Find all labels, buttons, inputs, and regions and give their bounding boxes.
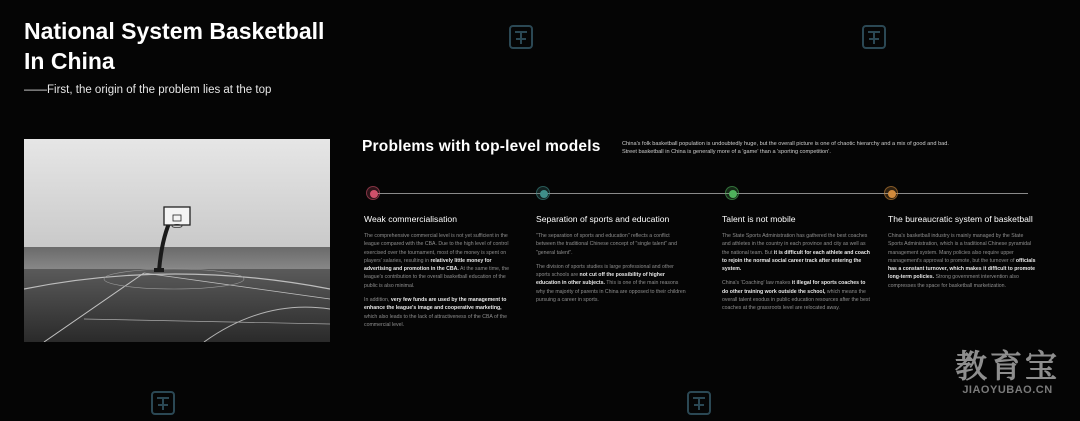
column-paragraph xyxy=(364,232,514,290)
timeline-dot-1 xyxy=(366,186,380,200)
column-paragraph xyxy=(722,232,872,273)
column-body xyxy=(888,232,1038,290)
page-subtitle: ——First, the origin of the problem lies at the top xyxy=(24,84,272,96)
column-bureaucratic-system xyxy=(888,214,1038,296)
column-weak-commercialisation xyxy=(364,214,514,335)
watermark-logo-icon xyxy=(150,388,176,418)
timeline-line xyxy=(372,193,1028,194)
brand-watermark xyxy=(955,348,1060,396)
body-text: At the same time, the league's contribution to the overall basketball education of the public is also minimal. xyxy=(364,266,509,289)
body-text: The comprehensive commercial level is not yet sufficient in the league compared with the CBA. Due to the high level of control exercised over the tournament, most of the money is spent on players' salaries, resulting in xyxy=(364,233,509,264)
section-intro: China's folk basketball population is undoubtedly huge, but the overall picture is one of chaotic hierarchy and a mix of good and bad. Street basketball in China is generally more of a 'game' than a 'sporting competition'. xyxy=(622,141,949,155)
column-body xyxy=(722,232,872,313)
column-title: The bureaucratic system of basketball xyxy=(888,214,1033,224)
brand-name-en: JIAOYUBAO.CN xyxy=(962,384,1053,396)
page-title xyxy=(24,16,324,76)
highlight-text: it illegal for sports coaches to do other training work outside the school, xyxy=(722,280,866,295)
basketball-court-photo xyxy=(24,139,330,342)
column-title: Talent is not mobile xyxy=(722,214,796,224)
section-heading: Problems with top-level models xyxy=(362,138,601,155)
body-text: The State Sports Administration has gathered the best coaches and athletes in the country in each province and city as well as the national team. But xyxy=(722,233,868,256)
column-paragraph xyxy=(722,279,872,312)
body-text: China's basketball industry is mainly managed by the State Sports Administration, which is a traditional Chinese pyramidal management system. Many policies also require upper management's approval to promote, but the turnover of xyxy=(888,233,1032,264)
highlight-text: it is difficult for each athlete and coach to rejoin the normal social career track after entering the system. xyxy=(722,249,870,273)
column-paragraph xyxy=(536,263,686,304)
highlight-text: not cut off the possibility of higher education in other subjects. xyxy=(536,272,665,287)
body-text: China's 'Coaching' law makes xyxy=(722,280,792,287)
body-text: which also leads to the lack of attractiveness of the CBA of the commercial level. xyxy=(364,313,508,328)
basketball-court-illustration xyxy=(24,139,330,342)
body-text: In addition, xyxy=(364,297,391,304)
column-title: Separation of sports and education xyxy=(536,214,670,224)
body-text: "The separation of sports and education" reflects a conflict between the traditional Chinese concept of "single talent" and "general talent". xyxy=(536,233,677,256)
highlight-text: very few funds are used by the management to enhance the league's image and cooperative marketing, xyxy=(364,297,507,312)
brand-name-cn: 教育宝 xyxy=(954,347,1060,385)
highlight-text: relatively little money for advertising and promotion in the CBA. xyxy=(364,257,492,273)
timeline-dot-3 xyxy=(725,186,739,200)
timeline-dot-4 xyxy=(884,186,898,200)
column-paragraph xyxy=(888,232,1038,290)
body-text: Strong government intervention also compresses the space for basketball marketization. xyxy=(888,274,1019,289)
watermark-logo-icon xyxy=(861,22,887,52)
column-separation-of-sports-and-education xyxy=(536,214,686,310)
page-title-line-2: In China xyxy=(24,48,115,74)
timeline-dot-2 xyxy=(536,186,550,200)
column-body xyxy=(536,232,686,304)
body-text: which means the overall talent exodus in public education resources after the best coaches at the grassroots level are relocated away. xyxy=(722,288,870,312)
column-paragraph xyxy=(364,296,514,329)
column-body xyxy=(364,232,514,329)
watermark-logo-icon xyxy=(686,388,712,418)
page-title-line-1: National System Basketball xyxy=(24,18,325,44)
highlight-text: officials has a constant turnover, which makes it difficult to promote long-term policies. xyxy=(888,257,1036,281)
column-title: Weak commercialisation xyxy=(364,214,457,224)
watermark-logo-icon xyxy=(508,22,534,52)
column-talent-is-not-mobile xyxy=(722,214,872,319)
body-text: This is one of the main reasons why the majority of parents in China are opposed to their children pursuing a career in sports. xyxy=(536,280,686,304)
column-paragraph xyxy=(536,232,686,257)
body-text: The division of sports studies is large professional and other sports schools are xyxy=(536,263,674,279)
